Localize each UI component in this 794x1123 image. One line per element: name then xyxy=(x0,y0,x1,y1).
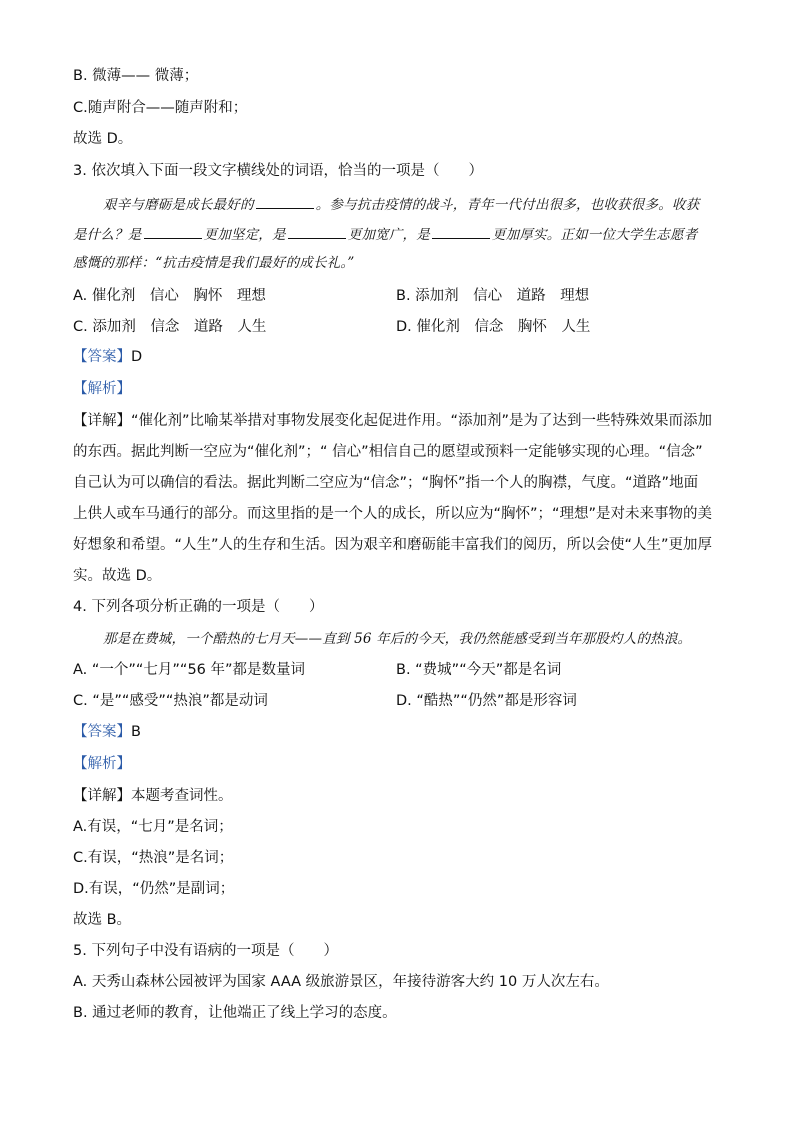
passage-line xyxy=(103,194,723,214)
fill-blank xyxy=(432,224,490,239)
explanation-text: 本题考查词性。 xyxy=(131,788,233,804)
passage-text: 艰辛与磨砺是成长最好的 xyxy=(103,197,254,213)
question-3-stem: 3. 依次填入下面一段文字横线处的词语，恰当的一项是（ ） xyxy=(73,163,483,179)
option-c: C. 添加剂 信念 道路 人生 xyxy=(73,319,267,335)
option-d: D. 催化剂 信念 胸怀 人生 xyxy=(396,319,591,335)
explanation-line: 上供人或车马通行的部分。而这里指的是一个人的成长，所以应为“胸怀”；“理想”是对未来事物的美 xyxy=(73,506,713,522)
explanation-line: 自己认为可以确信的看法。据此判断二空应为“信念”；“胸怀”指一个人的胸襟，气度。“道路”地面 xyxy=(73,475,699,491)
explanation-line: 故选 B。 xyxy=(73,912,132,928)
option-b: B. “费城”“今天”都是名词 xyxy=(396,662,562,678)
explanation-line: 好想象和希望。“人生”人的生存和生活。因为艰辛和磨砺能丰富我们的阅历，所以会使“人生”更加厚 xyxy=(73,537,713,553)
passage-text: 是什么？是 xyxy=(73,227,142,243)
option-d: D. “酷热”“仍然”都是形容词 xyxy=(396,693,577,709)
explanation-line: 的东西。据此判断一空应为“催化剂”；“ 信心”相信自己的愿望或预料一定能够实现的心理。“信念” xyxy=(73,444,703,460)
detail-tag: 【详解】 xyxy=(73,413,131,429)
answer-value: D xyxy=(131,349,143,365)
fill-blank xyxy=(256,194,314,209)
option-a: A. 催化剂 信心 胸怀 理想 xyxy=(73,288,266,304)
analysis-tag: 【解析】 xyxy=(73,381,131,397)
analysis-tag: 【解析】 xyxy=(73,756,131,772)
explanation-line: C.有误，“热浪”是名词； xyxy=(73,850,234,866)
answer-line xyxy=(73,348,723,366)
passage-text: 。参与抗击疫情的战斗，青年一代付出很多，也收获很多。收获 xyxy=(315,197,700,213)
detail-tag: 【详解】 xyxy=(73,788,131,804)
explanation-line xyxy=(73,412,723,430)
explanation-line xyxy=(73,787,723,805)
passage-text: 更加厚实。正如一位大学生志愿者 xyxy=(491,227,698,243)
option-b: B. 添加剂 信心 道路 理想 xyxy=(396,288,590,304)
option-a: A. “一个”“七月”“56 年”都是数量词 xyxy=(73,662,306,678)
option-c: C. “是”“感受”“热浪”都是动词 xyxy=(73,693,268,709)
passage-text: 更加坚定，是 xyxy=(203,227,286,243)
text-line: C.随声附合——随声附和； xyxy=(73,100,248,116)
explanation-line: A.有误，“七月”是名词； xyxy=(73,819,233,835)
explanation-line: D.有误，“仍然”是副词； xyxy=(73,881,235,897)
answer-tag: 【答案】 xyxy=(73,724,131,740)
fill-blank xyxy=(288,224,346,239)
fill-blank xyxy=(144,224,202,239)
question-4-stem: 4. 下列各项分析正确的一项是（ ） xyxy=(73,599,324,615)
passage-text: 更加宽广，是 xyxy=(347,227,430,243)
question-5-stem: 5. 下列句子中没有语病的一项是（ ） xyxy=(73,943,338,959)
passage-line: 那是在费城，一个酷热的七月天——直到 56 年后的今天，我仍然能感受到当年那股灼人的热浪。 xyxy=(103,631,692,647)
explanation-text: “催化剂”比喻某举措对事物发展变化起促进作用。“添加剂”是为了达到一些特殊效果而添加 xyxy=(131,413,713,429)
option-b: B. 通过老师的教育，让他端正了线上学习的态度。 xyxy=(73,1005,397,1021)
passage-line xyxy=(73,224,698,244)
answer-value: B xyxy=(131,724,141,740)
answer-line xyxy=(73,723,723,741)
text-line: 故选 D。 xyxy=(73,131,133,147)
explanation-line: 实。故选 D。 xyxy=(73,568,162,584)
answer-tag: 【答案】 xyxy=(73,349,131,365)
option-a: A. 天秀山森林公园被评为国家 AAA 级旅游景区，年接待游客大约 10 万人次左右。 xyxy=(73,974,609,990)
text-line: B. 微薄—— 微薄； xyxy=(73,68,199,84)
passage-line: 感慨的那样：“抗击疫情是我们最好的成长礼。” xyxy=(73,255,355,271)
